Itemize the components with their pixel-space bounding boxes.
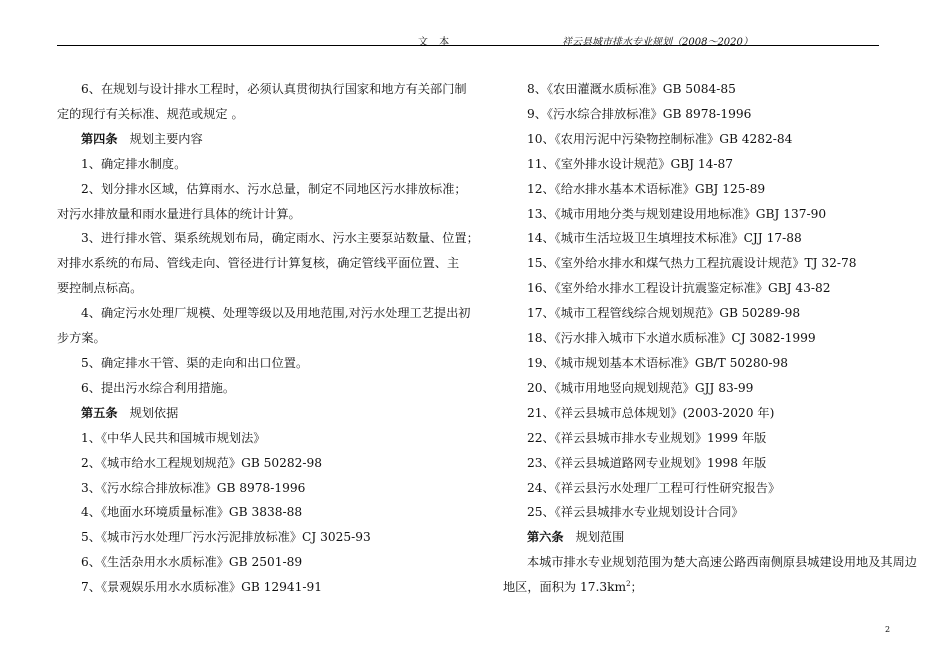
scope-line1: 本城市排水专业规划范围为楚大高速公路西南侧原县城建设用地及其周边 <box>527 555 917 570</box>
item6-line1: 6、在规划与设计排水工程时，必须认真贯彻执行国家和地方有关部门制 <box>81 82 467 96</box>
basis-item: 11、《室外排水设计规范》GBJ 14-87 <box>527 156 734 171</box>
content-item-3-line2: 对排水系统的布局、管线走向、管径进行计算复核，确定管线平面位置、主 <box>57 256 460 271</box>
basis-item: 1、《中华人民共和国城市规划法》 <box>81 430 266 445</box>
basis-item: 5、《城市污水处理厂污水污泥排放标准》CJ 3025-93 <box>81 530 371 545</box>
right-column <box>503 77 917 600</box>
content-item-5: 5、确定排水干管、渠的走向和出口位置。 <box>81 355 309 370</box>
scope-superscript: 2 <box>626 580 631 589</box>
content-item-4-line2: 步方案。 <box>57 331 106 346</box>
basis-item: 4、《地面水环境质量标准》GB 3838-88 <box>81 505 303 520</box>
header-doc-type: 文 本 <box>418 37 454 48</box>
basis-item: 16、《室外给水排水工程设计抗震鉴定标准》GBJ 43-82 <box>527 281 831 296</box>
item6-line2: 定的现行有关标准、规范或规定 。 <box>57 106 244 121</box>
content-item-1: 1、确定排水制度。 <box>81 156 187 171</box>
section-5-title: 第五条 <box>81 405 118 420</box>
content-item-6: 6、提出污水综合利用措施。 <box>81 380 236 395</box>
basis-item: 23、《祥云县城道路网专业规划》1998 年版 <box>527 455 767 470</box>
basis-item: 19、《城市规划基本术语标准》GB/T 50280-98 <box>527 355 789 370</box>
basis-item: 8、《农田灌溉水质标准》GB 5084-85 <box>527 82 736 96</box>
content-item-3-line3: 要控制点标高。 <box>57 281 143 296</box>
content-item-3-line1: 3、进行排水管、渠系统规划布局，确定雨水、污水主要泵站数量、位置； <box>81 231 479 246</box>
content-item-2-line2: 对污水排放量和雨水量进行具体的统计计算。 <box>57 206 301 221</box>
header-rule <box>57 45 879 46</box>
section-6-title: 第六条 <box>527 530 564 545</box>
content-item-2-line1: 2、划分排水区域，估算雨水、污水总量，制定不同地区污水排放标准； <box>81 181 467 196</box>
basis-item: 13、《城市用地分类与规划建设用地标准》GBJ 137-90 <box>527 206 827 221</box>
basis-item: 6、《生活杂用水水质标准》GB 2501-89 <box>81 555 303 570</box>
header-doc-title: 祥云县城市排水专业规划（2008～2020） <box>562 37 753 48</box>
basis-item: 9、《污水综合排放标准》GB 8978-1996 <box>527 106 752 121</box>
basis-item: 17、《城市工程管线综合规划规范》GB 50289-98 <box>527 306 801 321</box>
basis-item: 14、《城市生活垃圾卫生填埋技术标准》CJJ 17-88 <box>527 231 802 246</box>
section-5-name: 规划依据 <box>129 405 179 420</box>
basis-item: 2、《城市给水工程规划规范》GB 50282-98 <box>81 455 323 470</box>
page-number: 2 <box>885 625 891 634</box>
basis-item: 20、《城市用地竖向规划规范》GJJ 83-99 <box>527 380 754 395</box>
section-6-name: 规划范围 <box>575 530 625 545</box>
basis-item: 25、《祥云县城排水专业规划设计合同》 <box>527 505 744 520</box>
section-5-heading <box>57 401 447 426</box>
left-column <box>57 77 479 600</box>
basis-item: 21、《祥云县城市总体规划》(2003-2020 年) <box>527 405 775 420</box>
basis-item: 24、《祥云县污水处理厂工程可行性研究报告》 <box>527 480 781 495</box>
basis-item: 18、《污水排入城市下水道水质标准》CJ 3082-1999 <box>527 331 816 346</box>
content-item-4-line1: 4、确定污水处理厂规模、处理等级以及用地范围,对污水处理工艺提出初 <box>81 306 471 321</box>
section-4-heading <box>57 127 447 152</box>
basis-item: 3、《污水综合排放标准》GB 8978-1996 <box>81 480 306 495</box>
basis-item: 22、《祥云县城市排水专业规划》1999 年版 <box>527 430 767 445</box>
basis-item: 7、《景观娱乐用水水质标准》GB 12941-91 <box>81 580 323 595</box>
scope-line2 <box>503 575 889 600</box>
basis-item: 15、《室外给水排水和煤气热力工程抗震设计规范》TJ 32-78 <box>527 256 857 271</box>
section-4-name: 规划主要内容 <box>129 131 203 146</box>
basis-item: 10、《农用污泥中污染物控制标准》GB 4282-84 <box>527 131 793 146</box>
section-6-heading <box>503 525 889 550</box>
scope-line2-end: ； <box>630 580 643 595</box>
scope-line2-text: 地区，面积为 17.3km <box>503 580 627 595</box>
basis-item: 12、《给水排水基本术语标准》GBJ 125-89 <box>527 181 766 196</box>
section-4-title: 第四条 <box>81 131 118 146</box>
